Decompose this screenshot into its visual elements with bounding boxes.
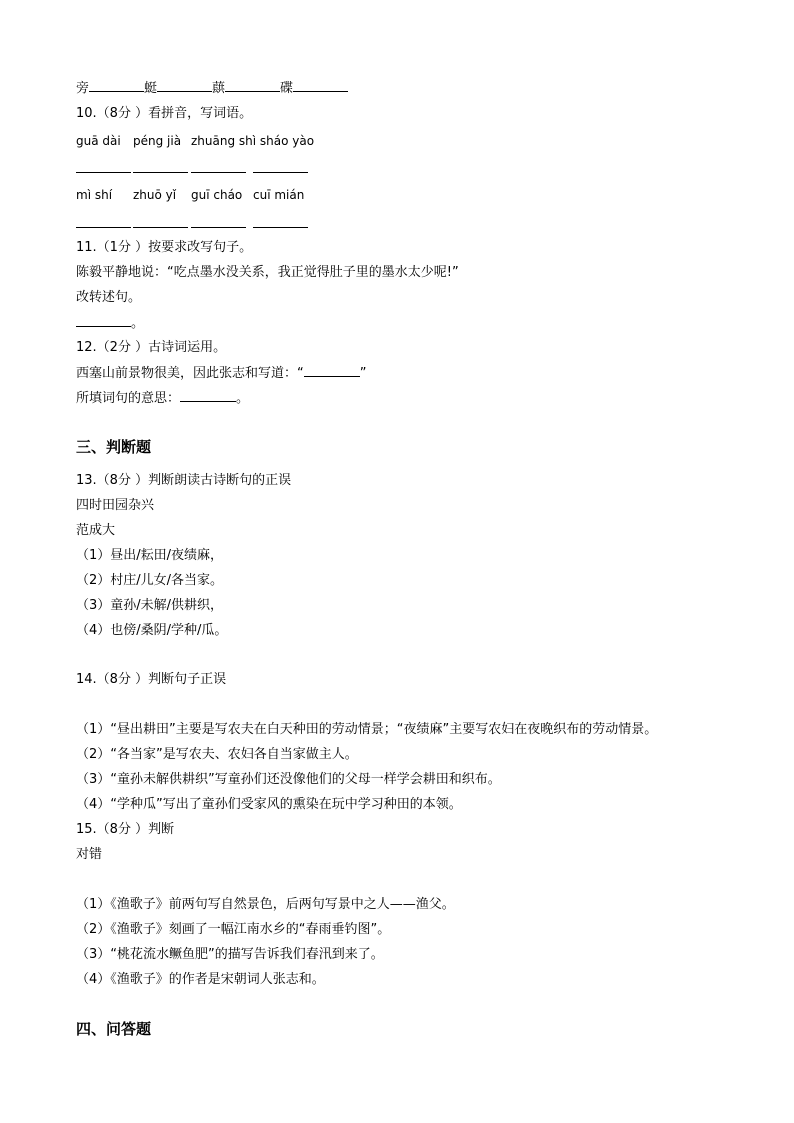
q10-answer-line [191,172,246,173]
q11-title: 11.（1分 ）按要求改写句子。 [76,240,253,255]
q12-title: 12.（2分 ）古诗词运用。 [76,340,227,355]
q11-answer-end: 。 [131,316,145,331]
char-1: 旁 [76,81,90,96]
q12-line1 [76,365,367,382]
q10-answer-line [253,227,308,228]
q14-item: （1）“昼出耕田”主要是写农夫在白天种田的劳动情景；“夜绩麻”主要写农妇在夜晚织布的劳动情景。 [76,722,658,737]
q15-title: 15.（8分 ）判断 [76,822,175,837]
q14-item: （3）“童孙未解供耕织”写童孙们还没像他们的父母一样学会耕田和织布。 [76,772,501,787]
q10-pinyin-6: guī cháo [191,188,243,202]
q10-answer-line [133,172,188,173]
q13-item: （3）童孙/未解/供耕织， [76,598,224,613]
q13-item: （4）也傍/桑阴/学种/瓜。 [76,623,228,638]
q11-blank [76,315,131,327]
section-4-heading: 四、问答题 [76,1020,152,1038]
q10-answer-line [133,227,188,228]
q10-pinyin-5: zhuō yǐ [133,188,177,202]
q13-poem-title: 四时田园杂兴 [76,498,155,513]
blank-3 [225,80,280,92]
q11-sentence: 陈毅平静地说：“吃点墨水没关系，我正觉得肚子里的墨水太少呢!” [76,265,459,280]
q13-title: 13.（8分 ）判断朗读古诗断句的正误 [76,473,292,488]
q13-item: （2）村庄/儿女/各当家。 [76,573,224,588]
q9-char-row [76,80,348,97]
q15-item: （4）《渔歌子》的作者是宋朝词人张志和。 [76,972,325,987]
q14-title: 14.（8分 ）判断句子正误 [76,672,227,687]
q11-answer [76,315,144,332]
blank-4 [293,80,348,92]
q10-pinyin-2: péng jià [133,134,182,148]
q12-line2-prefix: 所填词句的意思： [76,391,181,406]
char-3: 蕻 [212,81,226,96]
q12-line2 [76,390,249,407]
q12-line2-suffix: 。 [236,391,250,406]
q10-answer-line [76,172,131,173]
blank-2 [157,80,212,92]
q10-pinyin-1: guā dài [76,134,121,148]
q12-blank-2 [180,390,236,402]
q15-item: （3）“桃花流水鳜鱼肥”的描写告诉我们春汛到来了。 [76,947,384,962]
char-4: 碟 [280,81,294,96]
q14-item: （2）“各当家”是写农夫、农妇各自当家做主人。 [76,747,358,762]
q10-answer-line [76,227,131,228]
blank-1 [89,80,144,92]
q10-title: 10.（8分 ）看拼音，写词语。 [76,106,253,121]
q13-author: 范成大 [76,523,116,538]
char-2: 蜓 [144,81,158,96]
section-3-heading: 三、判断题 [76,438,152,456]
q10-pinyin-4: mì shí [76,188,113,202]
q12-blank-1 [304,365,360,377]
q10-pinyin-3: zhuāng shì sháo yào [191,134,315,148]
q13-item: （1）昼出/耘田/夜绩麻， [76,548,224,563]
q15-subtitle: 对错 [76,847,103,862]
q10-pinyin-7: cuī mián [253,188,305,202]
q15-item: （2）《渔歌子》刻画了一幅江南水乡的“春雨垂钓图”。 [76,922,391,937]
q12-line1-prefix: 西塞山前景物很美，因此张志和写道：“ [76,366,304,381]
q11-instruction: 改转述句。 [76,290,142,305]
q14-item: （4）“学种瓜”写出了童孙们受家风的熏染在玩中学习种田的本领。 [76,797,462,812]
q12-line1-suffix: ” [359,366,367,381]
q15-item: （1）《渔歌子》前两句写自然景色，后两句写景中之人——渔父。 [76,897,455,912]
q10-answer-line [253,172,308,173]
q10-answer-line [191,227,246,228]
